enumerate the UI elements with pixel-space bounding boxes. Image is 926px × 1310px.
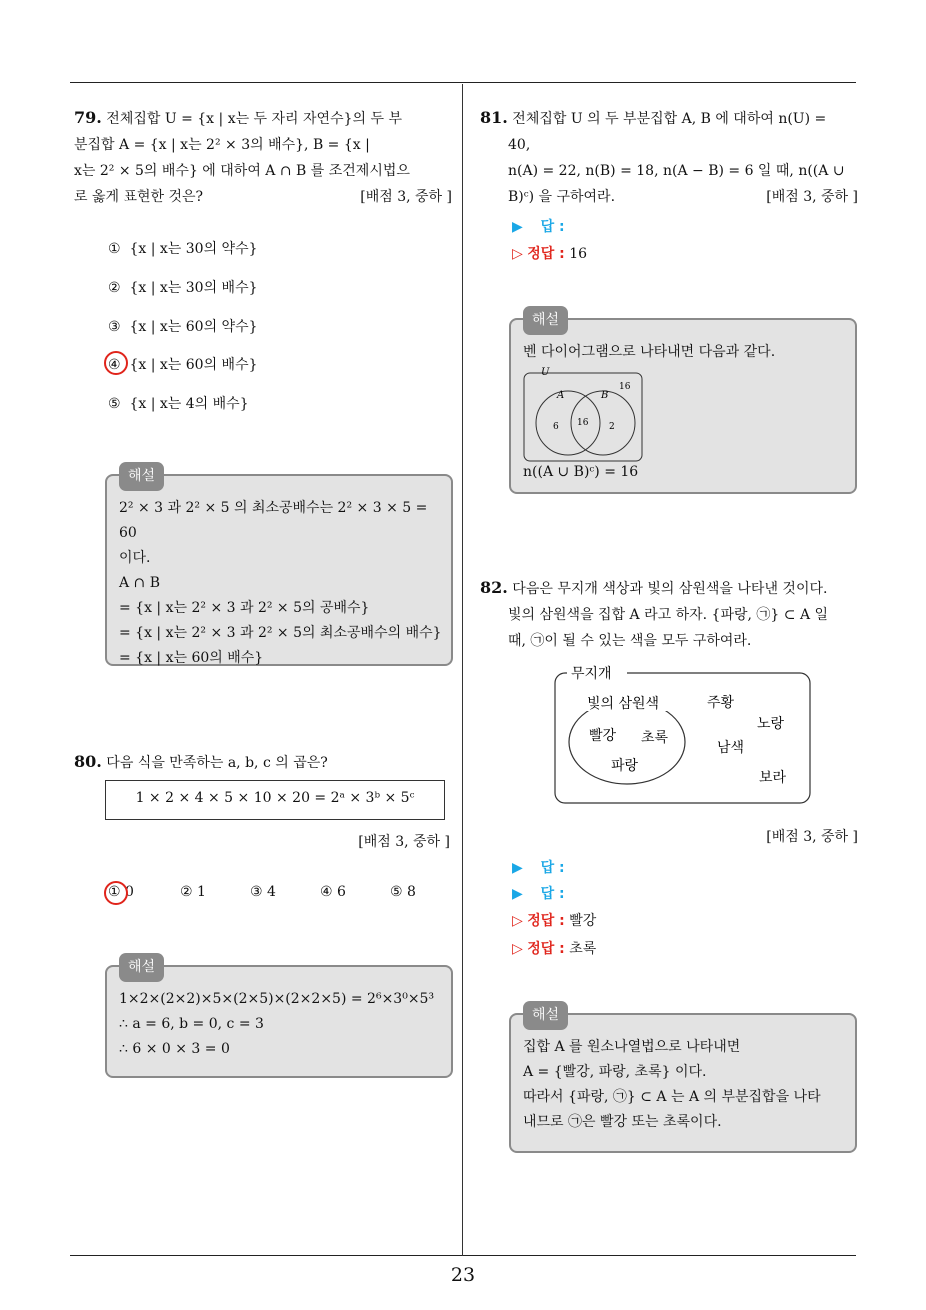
correct-arrow-icon: ▷ bbox=[512, 246, 523, 262]
solution-line: = {x | x는 2² × 3 과 2² × 5의 최소공배수의 배수} bbox=[119, 625, 442, 641]
option-4[interactable] bbox=[108, 354, 258, 374]
option-text: 1 bbox=[197, 884, 206, 900]
solution-line: = {x | x는 2² × 3 과 2² × 5의 공배수} bbox=[119, 600, 370, 616]
solution-box-80 bbox=[105, 959, 453, 1078]
rainbow-title: 무지개 bbox=[571, 666, 612, 682]
option-mark: ② bbox=[180, 884, 193, 900]
option-text: {x | x는 60의 배수} bbox=[129, 357, 258, 373]
rainbow-diagram bbox=[553, 665, 813, 805]
score-label: [배점 3, 중하 ] bbox=[766, 829, 858, 845]
question-line: x는 2² × 5의 배수} 에 대하여 A ∩ B 를 조건제시법으 bbox=[74, 163, 410, 179]
correct-label: 정답 : bbox=[527, 913, 565, 929]
problem-79 bbox=[74, 105, 452, 210]
option-text: 4 bbox=[267, 884, 276, 900]
option-2[interactable] bbox=[108, 277, 258, 297]
problem-number: 81. bbox=[480, 108, 508, 127]
answer-arrow-icon: ▶ bbox=[512, 886, 523, 902]
answer-label: 답 : bbox=[540, 886, 565, 902]
problem-number: 82. bbox=[480, 578, 508, 597]
question-line: 빛의 삼원색을 집합 A 라고 하자. {파랑, ㉠} ⊂ A 일 bbox=[508, 607, 829, 623]
color-violet: 보라 bbox=[759, 770, 787, 786]
problem-81 bbox=[480, 105, 858, 210]
solution-line: A ∩ B bbox=[119, 575, 161, 591]
question-line: 분집합 A = {x | x는 2² × 3의 배수}, B = {x | bbox=[74, 137, 370, 153]
solution-line: 내므로 ㉠은 빨강 또는 초록이다. bbox=[523, 1114, 722, 1130]
option-mark: ④ bbox=[108, 357, 121, 373]
question-line: B)ᶜ) 을 구하여라. bbox=[508, 189, 616, 205]
color-blue: 파랑 bbox=[611, 758, 639, 774]
value-both: 16 bbox=[577, 418, 589, 428]
solution-line: 따라서 {파랑, ㉠} ⊂ A 는 A 의 부분집합을 나타 bbox=[523, 1089, 821, 1105]
answer-arrow-icon: ▶ bbox=[512, 219, 523, 235]
question-line: 다음 식을 만족하는 a, b, c 의 곱은? bbox=[106, 755, 328, 771]
option-text: {x | x는 30의 배수} bbox=[129, 280, 258, 296]
option-text: 8 bbox=[407, 884, 416, 900]
solution-line: A = {빨강, 파랑, 초록} 이다. bbox=[523, 1064, 707, 1080]
correct-value: 초록 bbox=[569, 941, 597, 957]
set-a-circle bbox=[536, 391, 600, 455]
question-line: 40, bbox=[508, 137, 531, 153]
selected-answer-circle bbox=[104, 881, 128, 905]
venn-diagram bbox=[523, 367, 647, 463]
option-mark: ③ bbox=[250, 884, 263, 900]
answer-arrow-icon: ▶ bbox=[512, 860, 523, 876]
problem-number: 79. bbox=[74, 108, 102, 127]
question-line: 로 옳게 표현한 것은? bbox=[74, 189, 204, 205]
value-a-only: 6 bbox=[553, 422, 559, 432]
correct-value: 빨강 bbox=[569, 913, 597, 929]
option-text: {x | x는 4의 배수} bbox=[129, 396, 249, 412]
solution-box-82 bbox=[509, 1007, 857, 1153]
correct-value: 16 bbox=[569, 246, 588, 262]
option-mark: ⑤ bbox=[108, 396, 121, 412]
bottom-rule bbox=[70, 1255, 856, 1256]
page-number: 23 bbox=[450, 1264, 476, 1286]
option-4[interactable] bbox=[320, 884, 346, 900]
option-mark: ④ bbox=[320, 884, 333, 900]
solution-line: = {x | x는 60의 배수} bbox=[119, 650, 264, 666]
color-green: 초록 bbox=[641, 730, 669, 746]
option-text: 0 bbox=[125, 884, 134, 900]
option-mark: ⑤ bbox=[390, 884, 403, 900]
option-5[interactable] bbox=[108, 393, 249, 413]
option-mark: ① bbox=[108, 884, 121, 900]
correct-label: 정답 : bbox=[527, 246, 565, 262]
score-label: [배점 3, 중하 ] bbox=[358, 834, 450, 850]
value-outside: 16 bbox=[619, 382, 631, 392]
question-line: n(A) = 22, n(B) = 18, n(A − B) = 6 일 때, n((A ∪ bbox=[508, 163, 845, 179]
correct-answer-line bbox=[512, 938, 596, 958]
formula-box: 1 × 2 × 4 × 5 × 10 × 20 = 2ᵃ × 3ᵇ × 5ᶜ bbox=[105, 780, 445, 820]
answer-line[interactable] bbox=[512, 857, 565, 877]
selected-answer-circle bbox=[104, 351, 128, 375]
label-b: B bbox=[601, 390, 609, 401]
solution-tag: 해설 bbox=[119, 953, 164, 982]
option-mark: ② bbox=[108, 280, 121, 296]
color-red: 빨강 bbox=[589, 728, 617, 744]
solution-box-81 bbox=[509, 312, 857, 494]
correct-answer-line bbox=[512, 243, 587, 263]
option-text: 6 bbox=[337, 884, 346, 900]
color-yellow: 노랑 bbox=[757, 716, 785, 732]
answer-line[interactable] bbox=[512, 883, 565, 903]
question-line: 전체집합 U 의 두 부분집합 A, B 에 대하여 n(U) = bbox=[512, 111, 827, 127]
option-1[interactable] bbox=[108, 238, 258, 258]
correct-arrow-icon: ▷ bbox=[512, 941, 523, 957]
primary-colors-title: 빛의 삼원색 bbox=[587, 696, 660, 712]
option-text: {x | x는 30의 약수} bbox=[129, 241, 258, 257]
solution-line: 2² × 3 과 2² × 5 의 최소공배수는 2² × 3 × 5 = 60 bbox=[119, 500, 428, 541]
question-line: 때, ㉠이 될 수 있는 색을 모두 구하여라. bbox=[508, 633, 752, 649]
label-u: U bbox=[541, 367, 550, 378]
solution-tag: 해설 bbox=[523, 1001, 568, 1030]
score-label: [배점 3, 중하 ] bbox=[766, 189, 858, 205]
problem-82 bbox=[480, 575, 858, 654]
question-line: 전체집합 U = {x | x는 두 자리 자연수}의 두 부 bbox=[106, 111, 402, 127]
solution-line: 이다. bbox=[119, 550, 151, 566]
correct-arrow-icon: ▷ bbox=[512, 913, 523, 929]
correct-answer-line bbox=[512, 910, 596, 930]
color-indigo: 남색 bbox=[717, 740, 745, 756]
solution-line: 집합 A 를 원소나열법으로 나타내면 bbox=[523, 1039, 741, 1055]
question-line: 다음은 무지개 색상과 빛의 삼원색을 나타낸 것이다. bbox=[512, 581, 828, 597]
correct-label: 정답 : bbox=[527, 941, 565, 957]
solution-line: 벤 다이어그램으로 나타내면 다음과 같다. bbox=[523, 344, 776, 360]
color-orange: 주황 bbox=[707, 695, 735, 711]
solution-box-79 bbox=[105, 468, 453, 666]
solution-line: ∴ 6 × 0 × 3 = 0 bbox=[119, 1041, 230, 1057]
option-mark: ① bbox=[108, 241, 121, 257]
label-a: A bbox=[557, 390, 565, 401]
solution-line: ∴ a = 6, b = 0, c = 3 bbox=[119, 1016, 264, 1032]
answer-label: 답 : bbox=[540, 219, 565, 235]
option-3[interactable] bbox=[108, 316, 258, 336]
answer-line[interactable] bbox=[512, 216, 565, 236]
option-text: {x | x는 60의 약수} bbox=[129, 319, 258, 335]
top-rule bbox=[70, 82, 856, 83]
option-2[interactable] bbox=[180, 884, 206, 900]
option-5[interactable] bbox=[390, 884, 416, 900]
solution-result: n((A ∪ B)ᶜ) = 16 bbox=[523, 464, 639, 480]
column-divider bbox=[462, 84, 463, 1256]
answer-label: 답 : bbox=[540, 860, 565, 876]
score-label: [배점 3, 중하 ] bbox=[360, 189, 452, 205]
solution-tag: 해설 bbox=[523, 306, 568, 335]
problem-80 bbox=[74, 749, 452, 776]
value-b-only: 2 bbox=[609, 422, 615, 432]
solution-line: 1×2×(2×2)×5×(2×5)×(2×2×5) = 2⁶×3⁰×5³ bbox=[119, 991, 435, 1007]
option-mark: ③ bbox=[108, 319, 121, 335]
solution-tag: 해설 bbox=[119, 462, 164, 491]
option-3[interactable] bbox=[250, 884, 276, 900]
problem-number: 80. bbox=[74, 752, 102, 771]
